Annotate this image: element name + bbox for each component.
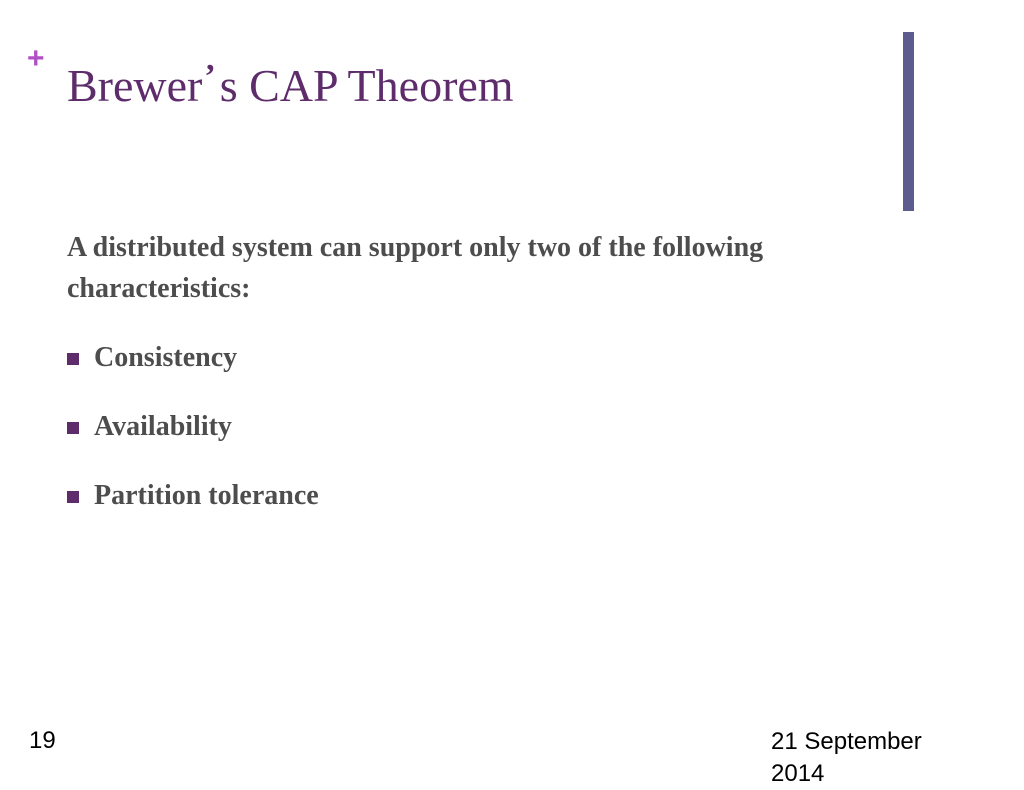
slide-number: 19	[29, 727, 56, 754]
list-item-partition-tolerance	[67, 475, 319, 544]
title-part-brewer: Brewer	[67, 60, 203, 111]
plus-mark-icon: +	[27, 42, 45, 75]
list-item-availability	[67, 406, 319, 475]
intro-paragraph: A distributed system can support only two of the following characteristics:	[67, 232, 764, 304]
square-bullet-icon	[67, 491, 79, 503]
list-item-label: Availability	[94, 411, 232, 442]
title-apostrophe: ’	[204, 58, 216, 95]
square-bullet-icon	[67, 422, 79, 434]
slide-date: 21 September 2014	[771, 728, 922, 787]
list-item-label: Partition tolerance	[94, 480, 319, 511]
slide-title	[67, 60, 514, 113]
title-part-cap-theorem: s CAP Theorem	[219, 60, 514, 111]
list-item-consistency	[67, 337, 319, 406]
title-accent-bar	[903, 32, 914, 211]
list-item-label: Consistency	[94, 342, 238, 373]
square-bullet-icon	[67, 353, 79, 365]
characteristics-list	[67, 337, 319, 544]
